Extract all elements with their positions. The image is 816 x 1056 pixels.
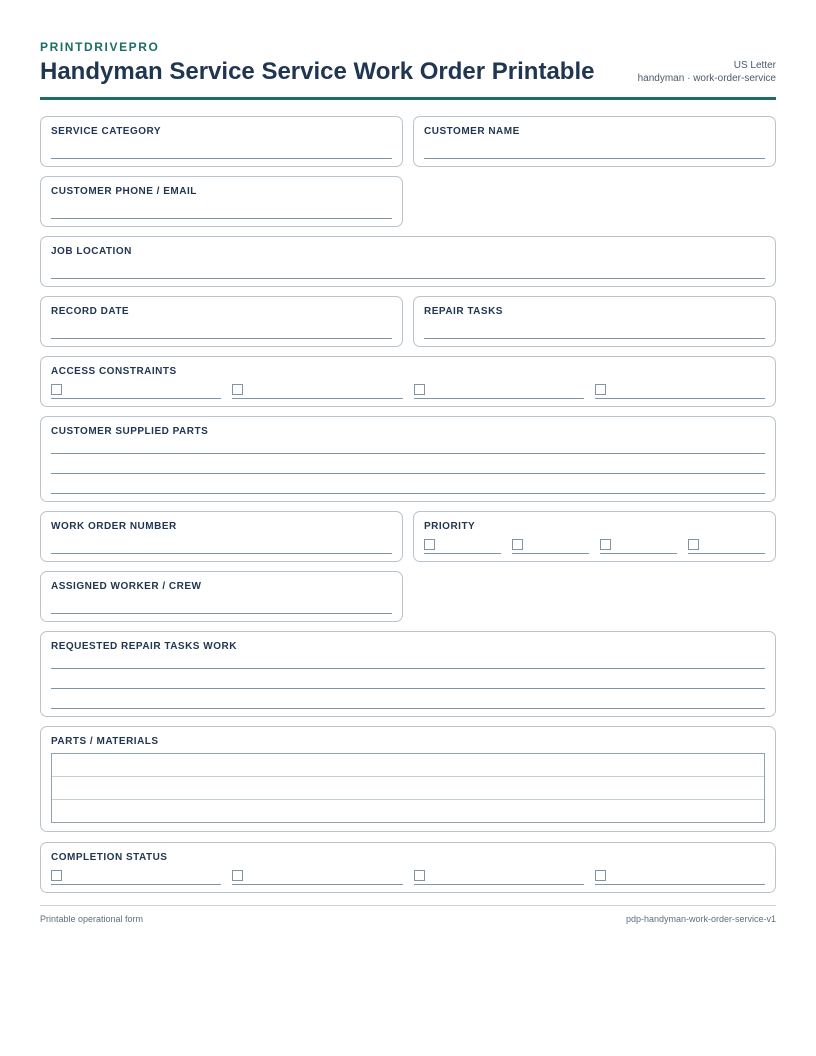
job-location-field[interactable] xyxy=(51,278,765,279)
checkbox[interactable] xyxy=(232,384,243,395)
work-order-number-label: WORK ORDER NUMBER xyxy=(51,521,177,532)
access-option-3 xyxy=(414,384,584,399)
page-header xyxy=(40,40,776,100)
page-footer xyxy=(40,905,776,924)
customer-name-label: CUSTOMER NAME xyxy=(424,126,520,137)
repair-tasks-card xyxy=(413,296,776,347)
checkbox[interactable] xyxy=(600,539,611,550)
record-date-label: RECORD DATE xyxy=(51,306,130,317)
job-location-card xyxy=(40,236,776,287)
priority-card xyxy=(413,511,776,562)
work-order-number-card xyxy=(40,511,403,562)
checkbox[interactable] xyxy=(512,539,523,550)
footer-note: Printable operational form xyxy=(40,914,144,924)
customer-supplied-parts-card xyxy=(40,416,776,502)
repair-tasks-field[interactable] xyxy=(424,338,765,339)
requested-repair-tasks-card xyxy=(40,631,776,717)
assigned-worker-label: ASSIGNED WORKER / CREW xyxy=(51,581,202,592)
completion-option-1 xyxy=(51,870,221,885)
checkbox[interactable] xyxy=(688,539,699,550)
access-constraints-label: ACCESS CONSTRAINTS xyxy=(51,366,177,377)
customer-supplied-parts-line-1[interactable] xyxy=(51,453,765,454)
assigned-worker-field[interactable] xyxy=(51,613,392,614)
completion-option-3 xyxy=(414,870,584,885)
priority-option-4 xyxy=(688,539,765,554)
checkbox[interactable] xyxy=(424,539,435,550)
document-tags: handyman · work-order-service xyxy=(637,73,776,84)
assigned-worker-card xyxy=(40,571,403,622)
document-meta xyxy=(638,59,776,85)
brand-logo: PRINTDRIVEPRO xyxy=(40,40,160,54)
completion-status-label: COMPLETION STATUS xyxy=(51,852,168,863)
checkbox[interactable] xyxy=(414,870,425,881)
form-id: pdp-handyman-work-order-service-v1 xyxy=(625,914,776,924)
record-date-field[interactable] xyxy=(51,338,392,339)
access-option-4 xyxy=(595,384,765,399)
record-date-card xyxy=(40,296,403,347)
requested-repair-tasks-line-1[interactable] xyxy=(51,668,765,669)
access-constraints-card xyxy=(40,356,776,407)
completion-status-card xyxy=(40,842,776,893)
checkbox[interactable] xyxy=(51,870,62,881)
priority-option-1 xyxy=(424,539,501,554)
parts-materials-label: PARTS / MATERIALS xyxy=(51,736,159,747)
repair-tasks-label: REPAIR TASKS xyxy=(424,306,503,317)
service-category-field[interactable] xyxy=(51,158,392,159)
table-row[interactable] xyxy=(52,800,764,823)
priority-label: PRIORITY xyxy=(424,521,476,532)
customer-contact-field[interactable] xyxy=(51,218,392,219)
customer-contact-label: CUSTOMER PHONE / EMAIL xyxy=(51,186,197,197)
table-row[interactable] xyxy=(52,777,764,800)
completion-option-4 xyxy=(595,870,765,885)
completion-option-2 xyxy=(232,870,402,885)
customer-name-card xyxy=(413,116,776,167)
access-option-2 xyxy=(232,384,402,399)
job-location-label: JOB LOCATION xyxy=(51,246,132,257)
parts-materials-table xyxy=(51,753,765,823)
customer-name-field[interactable] xyxy=(424,158,765,159)
checkbox[interactable] xyxy=(595,384,606,395)
paper-size: US Letter xyxy=(733,60,776,71)
table-row[interactable] xyxy=(52,754,764,777)
customer-supplied-parts-label: CUSTOMER SUPPLIED PARTS xyxy=(51,426,209,437)
checkbox[interactable] xyxy=(51,384,62,395)
priority-option-2 xyxy=(512,539,589,554)
checkbox[interactable] xyxy=(595,870,606,881)
service-category-card xyxy=(40,116,403,167)
customer-contact-card xyxy=(40,176,403,227)
parts-materials-card xyxy=(40,726,776,832)
page-title: Handyman Service Service Work Order Printable xyxy=(40,58,595,85)
checkbox[interactable] xyxy=(232,870,243,881)
requested-repair-tasks-line-2[interactable] xyxy=(51,688,765,689)
requested-repair-tasks-label: REQUESTED REPAIR TASKS WORK xyxy=(51,641,237,652)
customer-supplied-parts-line-2[interactable] xyxy=(51,473,765,474)
customer-supplied-parts-line-3[interactable] xyxy=(51,493,765,494)
work-order-number-field[interactable] xyxy=(51,553,392,554)
access-option-1 xyxy=(51,384,221,399)
priority-option-3 xyxy=(600,539,677,554)
requested-repair-tasks-line-3[interactable] xyxy=(51,708,765,709)
checkbox[interactable] xyxy=(414,384,425,395)
service-category-label: SERVICE CATEGORY xyxy=(51,126,162,137)
